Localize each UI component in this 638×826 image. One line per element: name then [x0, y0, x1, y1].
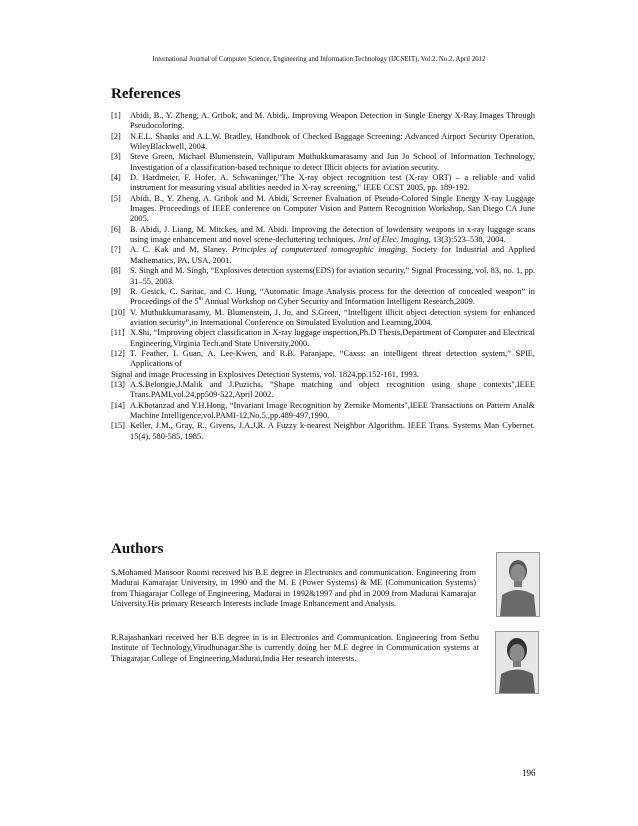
reference-text: N.E.L. Shanks and A.L.W. Bradley, Handbook of Checked Baggage Screening: Advanced Airport Security Operation, WileyBlackwell, 2004. [130, 131, 535, 152]
reference-number: [13] [111, 379, 125, 389]
reference-item [111, 349, 535, 380]
reference-item [111, 245, 535, 266]
reference-item [111, 173, 535, 194]
references-list [111, 111, 535, 442]
reference-item [111, 225, 535, 246]
reference-post: Annual Workshop on Cyber Security and Information Intelligent Research,2009. [202, 297, 475, 307]
reference-text: T. Feather, L Guan, A. Lee-Kwen, and R.B. Paranjape, “Caxss: an intelligent threat detection system,” SPIE, Applications of [130, 348, 535, 369]
reference-pre: B. Abidi, J. Liang, M. Mitckes, and M. Abidi. Improving the detection of lowdensity weapons in x-ray luggage scans using image enhancement and novel scene-decluttering techniques. [130, 224, 535, 245]
reference-number: [8] [111, 266, 121, 276]
page-number: 196 [522, 768, 536, 778]
reference-sup: th [198, 296, 203, 303]
reference-continuation: Signal and image Processing in Explosives Detection Systems, vol. 1824,pp.152-161, 1993. [111, 369, 419, 379]
reference-text: Abidi, B., Y. Zheng, A. Gribok, and M. Abidi,. Improving Weapon Detection in Single Energy X-Ray Images Through Pseudocoloring. [130, 111, 535, 131]
reference-text: Abidi, B., Y. Zheng, A. Gribok and M. Abidi, Screener Evaluation of Pseudo-Colored Single Energy X-ray Luggage Images. Proceedings of IEEE conference on Computer Vision and Pattern Recognition Workshop, San Diego CA June 2005. [130, 193, 535, 224]
reference-text: A.S.Belongie,J.Malik and J.Puzicha, “Shape matching and object recognition using shape contexts",IEEE Trans.PAMI,vol.24,pp509-522,April 2002. [130, 379, 535, 400]
reference-number: [2] [111, 131, 121, 141]
journal-header: International Journal of Computer Science, Engineering and Information Technology (IJCSEIT), Vol.2, No.2, April 2012 [152, 56, 486, 63]
reference-text: S. Singh and M. Singh, “Explosives detection systems(EDS) for aviation security,” Signal Processing, vol. 83, no. 1, pp. 31–55, 2003. [130, 266, 535, 286]
author-photo-2 [495, 631, 539, 694]
reference-text: A.Khotanzad and Y.H.Hong, “Invariant Image Recognition by Zernike Moments",IEEE Transactions on Pattern Anal& Machine Intelligence,vol.PAMI-12,No.5.,pp.489-497,1990. [130, 400, 535, 420]
reference-text: D. Hardmeier, F. Hofer, A. Schwaninger,"The X-ray object recognition test (X-ray ORT) – a reliable and valid instrument for measuring visual abilities needed in X-ray screening," IEEE CCST 2005, pp. 189-192. [130, 173, 535, 193]
reference-post: , 13(3):523–538, 2004. [428, 235, 506, 245]
reference-text: X.Shi, “Improving object classification in X-ray luggage inspection,Ph.D Thesis,Department of Computer and Electrical Engineering,Virginia Tech.and State University,2000. [130, 328, 535, 348]
reference-italic: Jrnl of Elec. Imaging [357, 235, 429, 245]
reference-number: [15] [111, 421, 125, 431]
reference-pre: A. C. Kak and M. Slaney. [130, 245, 232, 255]
reference-post: . Society for Industrial and Applied Mathematics, PA, USA, 2001. [130, 245, 535, 265]
reference-text: Steve Green, Michael Blumenstein, Vallipuram Muthukkumarasamy and Jun Jo School of Information Technology, Investigation of a classification-based technique to detect Illicit objects for aviation security. [130, 152, 535, 172]
reference-item [111, 152, 535, 173]
reference-item [111, 194, 535, 225]
author-bio-2: R.Rajashankari received her B.E degree in is in Electronics and Communication. Engineering from Sethu Institute of Technology,Virudhunagar.She is currently doing her M.E degree in Communication systems at Thiagarajar College of Engineering,Madurai,India Her research interests. [111, 633, 479, 663]
reference-italic: Principles of computerized tomographic imaging [231, 245, 406, 255]
reference-number: [7] [111, 245, 121, 255]
reference-number: [3] [111, 152, 121, 162]
reference-item [111, 132, 535, 153]
authors-heading: Authors [111, 541, 164, 557]
reference-number: [11] [111, 328, 125, 338]
reference-item [111, 421, 535, 442]
reference-number: [14] [111, 400, 125, 410]
reference-text: Keller, J.M., Gray, R., Givens, J.A.J.R. A Fuzzy k-nearest Neighbor Algorithm. IEEE Trans. Systems Man Cybernet. 15(4), 580-585, 1985. [130, 421, 535, 441]
reference-item [111, 266, 535, 287]
reference-item [111, 111, 535, 132]
author-photo-1 [496, 552, 540, 617]
author-bio-1: S.Mohamed Mansoor Roomi received his B.E degree in Electronics and communication. Engineering from Madurai Kamarajar University, in 1990 and the M. E (Power Systems) & ME (Communication Systems) from Thiagarajar College of Engineering, Madurai in 1992&1997 and phd in 2009 from Madurai Kamarajar University.His primary Research Interests include Image Enhancement and Analysis. [111, 568, 476, 609]
reference-number: [1] [111, 111, 121, 120]
reference-item [111, 328, 535, 349]
reference-item [111, 308, 535, 329]
references-heading: References [111, 86, 181, 102]
reference-number: [5] [111, 193, 121, 203]
reference-number: [12] [111, 348, 125, 358]
reference-number: [10] [111, 307, 125, 317]
reference-item [111, 401, 535, 422]
reference-number: [9] [111, 286, 121, 296]
reference-item [111, 287, 535, 308]
reference-number: [4] [111, 173, 121, 183]
reference-text: V. Muthukkumarasamy, M. Blumenstein, J. Jo, and S.Green, “Intelligent illicit object detection system for enhanced aviation security”,in International Conference on Simulated Evolution and Learning,2004. [130, 307, 535, 327]
reference-number: [6] [111, 224, 121, 234]
reference-item [111, 380, 535, 401]
reference-pre: R. Gesick, C. Saritac, and C. Hung, “Automatic Image Analysis process for the detection of concealed weapon” in Proceedings of the 5 [130, 286, 535, 307]
